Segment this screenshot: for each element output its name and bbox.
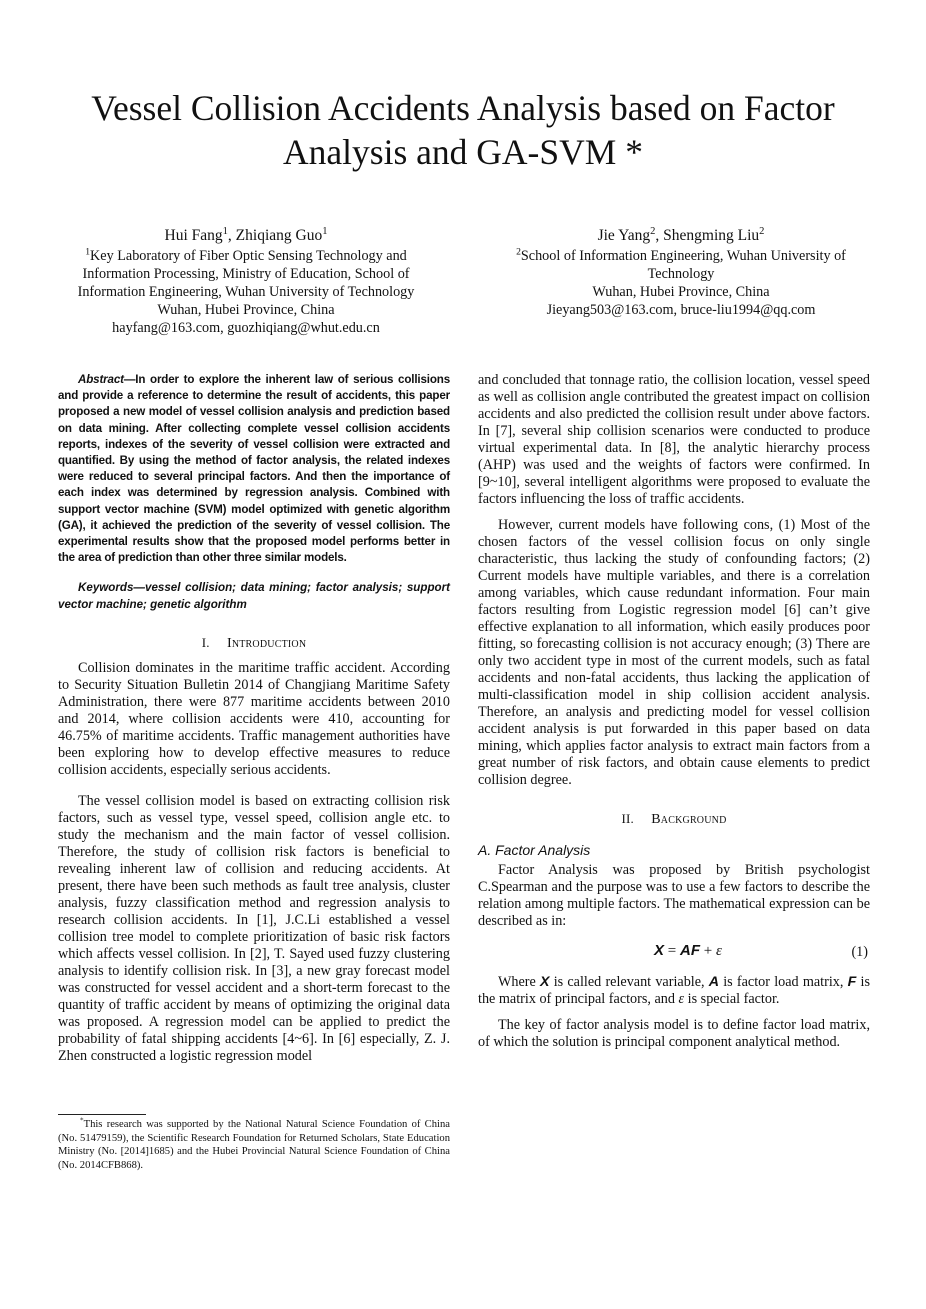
author-names-left: Hui Fang$^1$, Zhiqiang Guo$^1$ [164,225,328,244]
author-block-right [478,227,884,319]
equation-1 [478,942,870,964]
affiliation-line: Technology [647,266,715,282]
affiliation-line: $^2$School of Information Engineering, Wuhan University of [516,246,846,264]
body-paragraph: Collision dominates in the maritime traffic accident. According to Security Situation Bulletin 2014 of Changjiang Maritime Safety Administration, there were 877 maritime accidents between 2010 and 2014, where collision accidents were 410, accounting for 46.75% of maritime accidents. Traffic management authorities have been exploring how to develop effective measures to reduce collision accidents, especially serious accidents. [58,659,450,778]
keywords: Keywords—vessel collision; data mining; factor analysis; support vector machine; genetic algorithm [58,581,450,611]
footnote: *This research was supported by the National Natural Science Foundation of China (No. 51479159), the Scientific Research Foundation for Returned Scholars, State Education Ministry (No. [2014]1685) and the Hubei Provincial Natural Science Foundation of China (No. 2014CFB868). [58,1116,450,1171]
body-paragraph: Factor Analysis was proposed by British psychologist C.Spearman and the purpose was to use a few factors to describe the relation among multiple factors. The mathematical expression can be described as in: [478,862,870,929]
subsection-heading-factor-analysis: A. Factor Analysis [478,842,591,858]
equation-expression: X = AF + ε [654,942,722,959]
affiliation-line: Information Engineering, Wuhan University of Technology [77,284,415,300]
section-heading-introduction: I. Introduction [201,634,307,651]
left-column [58,372,450,1065]
section-heading-background: II. Background [621,811,727,827]
right-column [478,372,870,1051]
affiliation-line: Wuhan, Hubei Province, China [592,284,770,300]
body-paragraph: The key of factor analysis model is to define factor load matrix, of which the solution is principal component analytical method. [478,1017,870,1050]
equation-explanation: Where X is called relevant variable, A is factor load matrix, F is the matrix of principal factors, and ε is special factor. [478,974,870,1007]
author-block-left [48,227,444,337]
paper-title: Vessel Collision Accidents Analysis based on Factor Analysis and GA-SVM * [91,88,835,172]
author-email-left: hayfang@163.com, guozhiqiang@whut.edu.cn [112,320,380,336]
body-paragraph: However, current models have following cons, (1) Most of the chosen factors of the vessel collision focus on only single characteristic, thus lacking the study of confounding factors; (2) Current models have multiple variables, and there is a correlation among variables, which cause redundant information. Four main factors resulting from Logistic regression model [6] can’t give effective explanation to all information, which easily produces poor fitting, so forecasting collision is not accuracy enough; (3) There are only two accident type in most of the current models, such as fatal accidents and non-fatal accidents, thus lacking the application of multi-classification model in ship collision accident analysis. Therefore, an analysis and predicting model for vessel collision accident analysis is put forwarded in this paper based on data mining, which applies factor analysis to extract main factors from a great number of risk factors, and obtain cause elements to predict collision degree. [478,517,870,788]
abstract: Abstract—In order to explore the inherent law of serious collisions and provide a reference to determine the result of accidents, this paper proposed a new model of vessel collision analysis and prediction based on data mining. After collecting complete vessel collision accidents reports, indexes of the severity of vessel collision were extracted and quantified. By using the method of factor analysis, the related indexes were reduced to several principal factors. And then the importance of each index was determined by regression analysis. Combined with support vector machine (SVM) model optimized with genetic algorithm (GA), it achieved the prediction of the severity of vessel collision. The experimental results show that the proposed model performs better in the area of prediction than other three similar models. [58,373,450,565]
footnote-rule [58,1114,146,1115]
body-paragraph: and concluded that tonnage ratio, the collision location, vessel speed as well as collision angle contributed the greatest impact on collision accidents and also predicted the collision result under above factors. In [7], several ship collision scenarios were conducted to produce virtual experimental data. In [8], the analytic hierarchy process (AHP) was used and the weights of factors were confirmed. In [9~10], several intelligent algorithms were proposed to evaluate the factors influencing the loss of traffic accidents. [478,372,870,507]
author-email-right: Jieyang503@163.com, bruce-liu1994@qq.com [546,302,816,318]
affiliation-line: $^1$Key Laboratory of Fiber Optic Sensing Technology and [85,246,407,264]
equation-number: (1) [851,944,868,960]
body-paragraph: The vessel collision model is based on extracting collision risk factors, such as vessel type, vessel speed, collision angle etc. to study the mechanism and the main factor of vessel collision. Therefore, the study of collision risk factors is beneficial to revealing inherent law of collision and reducing accidents. At present, there have been such methods as fault tree analysis, cluster analysis, fuzzy classification method and regression analysis to research collision accidents. In [1], J.C.Li established a vessel collision tree model to complete prioritization of basic risk factors which affects vessel collision. In [2], T. Sayed used fuzzy clustering analysis to identify collision risk. In [3], a new gray forecast model was constructed for vessel accident and a short-term forecast to the quantity of traffic accident by means of optimizing the original data was proposed. A regression model can be applied to predict the probability of fatal shipping accidents [4~6]. In [6] especially, Z. J. Zhen constructed a logistic regression model [58,792,450,1064]
author-names-right: Jie Yang$^2$, Shengming Liu$^2$ [597,225,765,244]
affiliation-line: Wuhan, Hubei Province, China [157,302,335,318]
affiliation-line: Information Processing, Ministry of Education, School of [82,266,410,282]
